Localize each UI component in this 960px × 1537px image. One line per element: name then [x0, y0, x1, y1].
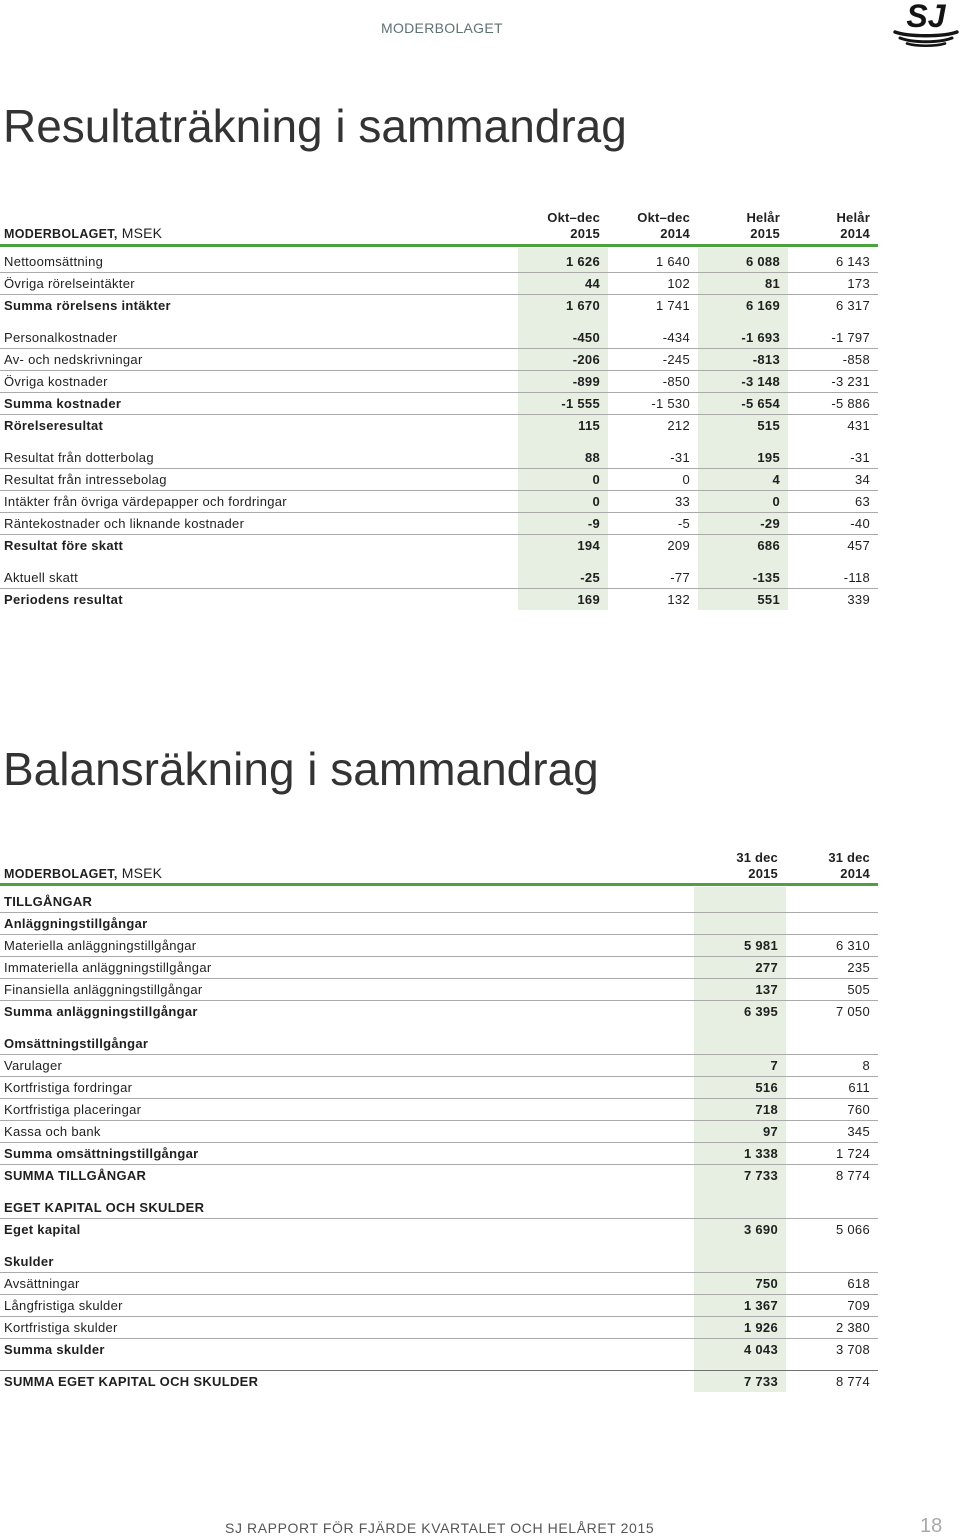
row-group	[0, 326, 878, 436]
table-row	[0, 1316, 878, 1338]
column-header-year: 2015	[748, 866, 778, 881]
table-row	[0, 1164, 878, 1186]
row-group	[0, 566, 878, 610]
row-value: 1 926	[743, 1320, 778, 1335]
row-label: Summa skulder	[4, 1342, 105, 1357]
row-value: 33	[674, 494, 690, 509]
column-header-period: Okt–dec	[637, 210, 690, 225]
table-row	[0, 250, 878, 272]
row-value: 6 169	[745, 298, 780, 313]
row-value: 457	[847, 538, 870, 553]
column-header	[608, 210, 698, 242]
row-value: 1 670	[565, 298, 600, 313]
row-value: -1 797	[831, 329, 870, 345]
table-row	[0, 512, 878, 534]
row-value: 63	[854, 494, 870, 509]
row-label: Resultat från dotterbolag	[4, 449, 154, 465]
row-value: 431	[847, 418, 870, 433]
row-label: Kortfristiga placeringar	[4, 1102, 142, 1117]
row-value: 6 310	[835, 938, 870, 953]
row-value: -206	[572, 352, 600, 367]
row-value: 3 690	[743, 1222, 778, 1237]
row-group	[0, 890, 878, 1022]
row-label: SUMMA TILLGÅNGAR	[4, 1168, 147, 1183]
row-value: 6 088	[745, 253, 780, 269]
row-value: 686	[757, 538, 780, 553]
table-row	[0, 468, 878, 490]
column-header	[786, 850, 878, 882]
income-table-header	[0, 210, 878, 242]
table-row	[0, 1272, 878, 1294]
row-group	[0, 1370, 878, 1392]
row-value: 34	[854, 472, 870, 487]
income-table-body	[0, 248, 878, 610]
income-statement-title: Resultaträkning i sammandrag	[3, 100, 627, 152]
row-value: 750	[755, 1276, 778, 1291]
row-value: -135	[752, 569, 780, 585]
table-row	[0, 1098, 878, 1120]
table-row	[0, 566, 878, 588]
row-value: 618	[847, 1276, 870, 1291]
row-value: 5 066	[835, 1222, 870, 1237]
row-value: 7	[770, 1058, 778, 1073]
row-label: Resultat före skatt	[4, 538, 124, 553]
row-value: 6 395	[743, 1004, 778, 1019]
row-label: Intäkter från övriga värdepapper och fordringar	[4, 494, 287, 509]
row-value: -850	[662, 374, 690, 389]
row-value: 8 774	[835, 1168, 870, 1183]
row-label: Rörelseresultat	[4, 418, 104, 433]
row-value: 760	[847, 1102, 870, 1117]
row-value: -813	[752, 352, 780, 367]
table-row	[0, 588, 878, 610]
row-label: Immateriella anläggningstillgångar	[4, 960, 212, 975]
row-value: -1 693	[741, 329, 780, 345]
table-row	[0, 1196, 878, 1218]
row-label: TILLGÅNGAR	[4, 893, 93, 909]
footer-report-title: SJ RAPPORT FÖR FJÄRDE KVARTALET OCH HELÅRET 2015	[225, 1520, 655, 1536]
row-label: EGET KAPITAL OCH SKULDER	[4, 1199, 205, 1215]
row-label: Av- och nedskrivningar	[4, 352, 143, 367]
row-value: -899	[572, 374, 600, 389]
column-header-year: 2014	[840, 866, 870, 881]
table-row	[0, 934, 878, 956]
column-header-period: Helår	[836, 210, 870, 225]
row-value: 212	[667, 418, 690, 433]
table-row	[0, 348, 878, 370]
column-header	[698, 210, 788, 242]
column-header-year: 2015	[570, 226, 600, 241]
table-row	[0, 294, 878, 316]
row-value: -858	[842, 352, 870, 367]
table-row	[0, 912, 878, 934]
row-value: -5	[677, 516, 690, 531]
row-value: 1 640	[655, 253, 690, 269]
section-label: MODERBOLAGET	[381, 20, 503, 36]
row-label: Summa omsättningstillgångar	[4, 1146, 199, 1161]
row-value: 0	[682, 472, 690, 487]
row-value: 718	[755, 1102, 778, 1117]
table-row	[0, 1000, 878, 1022]
table-row	[0, 446, 878, 468]
row-value: -77	[670, 569, 690, 585]
row-value: -3 148	[741, 374, 780, 389]
row-value: 611	[848, 1080, 870, 1095]
table-row	[0, 1370, 878, 1392]
row-value: 709	[847, 1298, 870, 1313]
row-value: 4 043	[743, 1342, 778, 1357]
row-label: Kortfristiga skulder	[4, 1320, 118, 1335]
row-value: 4	[772, 472, 780, 487]
balance-table-body	[0, 887, 878, 1392]
row-value: 0	[592, 472, 600, 487]
row-label: Nettoomsättning	[4, 253, 104, 269]
column-header-period: 31 dec	[736, 850, 778, 865]
row-value: 132	[667, 592, 690, 607]
column-header-period: 31 dec	[828, 850, 870, 865]
row-label: Kortfristiga fordringar	[4, 1080, 133, 1095]
table-row	[0, 978, 878, 1000]
row-value: 194	[577, 538, 600, 553]
row-label: Aktuell skatt	[4, 569, 78, 585]
row-value: -1 555	[561, 396, 600, 411]
row-value: -9	[587, 516, 600, 531]
row-value: -25	[580, 569, 600, 585]
row-value: 169	[577, 592, 600, 607]
table-label	[0, 865, 694, 882]
row-label: Personalkostnader	[4, 329, 118, 345]
row-value: 44	[584, 276, 600, 291]
table-row	[0, 890, 878, 912]
row-value: 277	[755, 960, 778, 975]
sj-logo	[893, 2, 959, 48]
column-header	[694, 850, 786, 882]
row-value: 97	[762, 1124, 778, 1139]
row-value: 8 774	[835, 1374, 870, 1389]
table-row	[0, 1054, 878, 1076]
row-group	[0, 1032, 878, 1186]
table-unit: MSEK	[121, 225, 163, 241]
table-row	[0, 1250, 878, 1272]
row-label: Summa rörelsens intäkter	[4, 298, 171, 313]
row-label: Skulder	[4, 1253, 54, 1269]
table-entity: MODERBOLAGET,	[4, 867, 118, 881]
row-value: 551	[757, 592, 780, 607]
row-value: 0	[592, 494, 600, 509]
column-header-period: Helår	[746, 210, 780, 225]
balance-table-header	[0, 850, 878, 882]
row-value: 6 143	[835, 253, 870, 269]
row-value: 3 708	[835, 1342, 870, 1357]
row-value: 505	[847, 982, 870, 997]
row-label: Varulager	[4, 1058, 63, 1073]
row-value: -3 231	[831, 374, 870, 389]
row-label: SUMMA EGET KAPITAL OCH SKULDER	[4, 1374, 259, 1389]
table-row	[0, 534, 878, 556]
table-row	[0, 1294, 878, 1316]
row-group	[0, 446, 878, 556]
row-label: Anläggningstillgångar	[4, 916, 148, 931]
row-value: 235	[847, 960, 870, 975]
header-rule	[0, 883, 878, 886]
row-value: -1 530	[651, 396, 690, 411]
row-value: -29	[760, 516, 780, 531]
table-row	[0, 370, 878, 392]
logo-lettering: SJ	[906, 2, 946, 34]
row-label: Resultat från intressebolag	[4, 472, 167, 487]
row-value: 1 741	[655, 298, 690, 313]
row-label: Summa anläggningstillgångar	[4, 1004, 198, 1019]
row-value: 137	[755, 982, 778, 997]
table-unit: MSEK	[121, 865, 163, 881]
column-header-year: 2014	[840, 226, 870, 241]
header-rule	[0, 244, 878, 247]
row-label: Periodens resultat	[4, 592, 123, 607]
row-value: -245	[662, 352, 690, 367]
row-value: -450	[572, 329, 600, 345]
row-label: Långfristiga skulder	[4, 1298, 123, 1313]
row-value: 339	[847, 592, 870, 607]
row-value: 1 626	[565, 253, 600, 269]
table-row	[0, 1218, 878, 1240]
column-header-period: Okt–dec	[547, 210, 600, 225]
table-row	[0, 272, 878, 294]
row-value: 81	[764, 276, 780, 291]
row-value: -434	[662, 329, 690, 345]
column-header	[518, 210, 608, 242]
row-value: 1 724	[835, 1146, 870, 1161]
row-value: 88	[584, 449, 600, 465]
row-value: -40	[850, 516, 870, 531]
row-label: Eget kapital	[4, 1222, 81, 1237]
row-label: Finansiella anläggningstillgångar	[4, 982, 203, 997]
row-value: 173	[847, 276, 870, 291]
row-value: 7 050	[835, 1004, 870, 1019]
row-value: -118	[843, 569, 870, 585]
row-label: Omsättningstillgångar	[4, 1035, 149, 1051]
row-value: 345	[847, 1124, 870, 1139]
table-entity: MODERBOLAGET,	[4, 227, 118, 241]
row-label: Summa kostnader	[4, 396, 122, 411]
row-value: 115	[578, 418, 600, 433]
row-value: -31	[850, 449, 870, 465]
page-number: 18	[920, 1515, 943, 1537]
row-value: 195	[757, 449, 780, 465]
column-header-year: 2015	[750, 226, 780, 241]
row-label: Övriga kostnader	[4, 374, 108, 389]
sj-logo-icon	[895, 32, 957, 46]
table-row	[0, 956, 878, 978]
table-row	[0, 1338, 878, 1360]
table-row	[0, 1032, 878, 1054]
row-value: -5 886	[831, 396, 870, 411]
table-row	[0, 490, 878, 512]
table-row	[0, 326, 878, 348]
row-label: Kassa och bank	[4, 1124, 101, 1139]
row-value: 1 367	[743, 1298, 778, 1313]
row-group	[0, 1250, 878, 1360]
row-value: -5 654	[741, 396, 780, 411]
column-header-year: 2014	[660, 226, 690, 241]
row-value: 515	[757, 418, 780, 433]
row-value: 8	[862, 1058, 870, 1073]
row-label: Räntekostnader och liknande kostnader	[4, 516, 245, 531]
row-value: 6 317	[835, 298, 870, 313]
row-label: Övriga rörelseintäkter	[4, 276, 135, 291]
row-value: 209	[667, 538, 690, 553]
balance-sheet-title: Balansräkning i sammandrag	[3, 743, 599, 795]
column-header	[788, 210, 878, 242]
row-value: 2 380	[835, 1320, 870, 1335]
row-value: 1 338	[743, 1146, 778, 1161]
table-row	[0, 1076, 878, 1098]
row-group	[0, 1196, 878, 1240]
row-value: 0	[772, 494, 780, 509]
table-row	[0, 414, 878, 436]
row-value: 102	[667, 276, 690, 291]
table-row	[0, 392, 878, 414]
row-label: Materiella anläggningstillgångar	[4, 938, 197, 953]
row-value: 7 733	[743, 1168, 778, 1183]
table-row	[0, 1120, 878, 1142]
table-row	[0, 1142, 878, 1164]
row-value: -31	[670, 449, 690, 465]
table-label	[0, 225, 518, 242]
row-value: 5 981	[743, 938, 778, 953]
row-label: Avsättningar	[4, 1276, 80, 1291]
row-group	[0, 250, 878, 316]
row-value: 7 733	[743, 1374, 778, 1389]
row-value: 516	[755, 1080, 778, 1095]
